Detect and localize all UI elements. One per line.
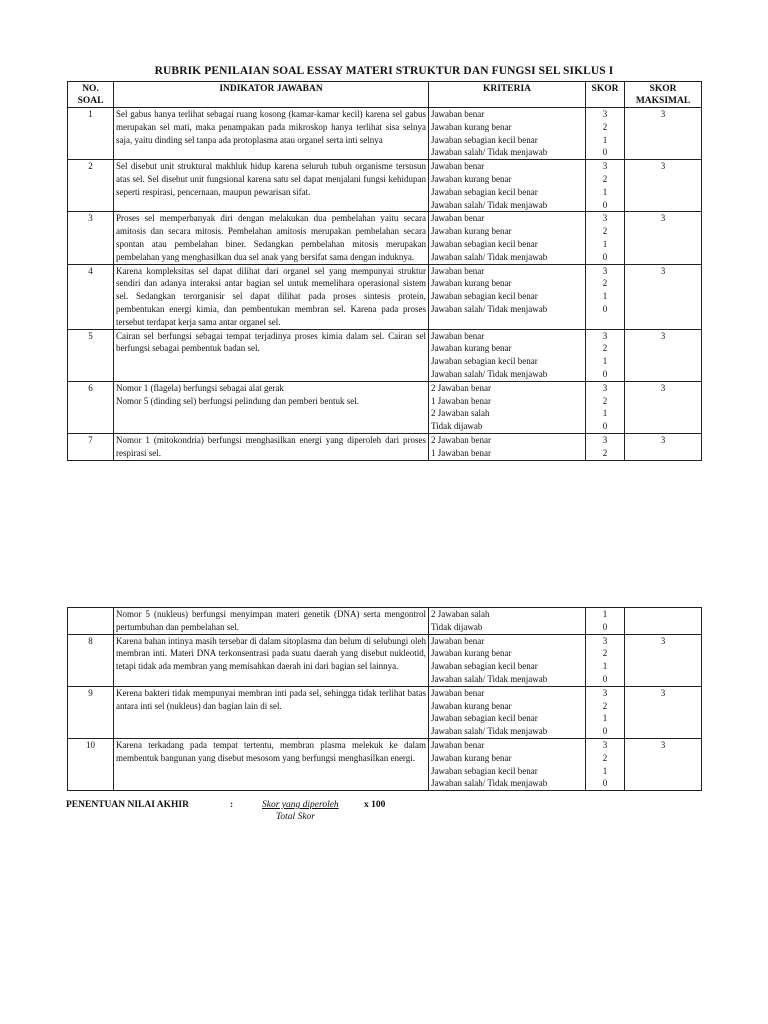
max-score: 3 [625,160,702,212]
score-value: 1 [602,291,608,302]
score-value: 0 [602,199,608,210]
question-number [68,608,114,635]
table-row [68,686,702,738]
rubric-table-part-1 [67,81,702,461]
formula-denominator: Total Skor [276,812,315,822]
criteria-item: Jawaban benar [431,213,485,224]
criteria-item: Jawaban salah/ Tidak menjawab [431,726,548,737]
question-number: 8 [68,634,114,686]
score-value: 1 [602,609,608,619]
criteria-item: Jawaban kurang benar [431,121,512,132]
criteria-list [429,264,586,329]
score-value: 3 [602,330,608,341]
score-value: 2 [602,226,608,237]
criteria-item: Jawaban sebagian kecil benar [431,291,538,302]
score-value: 3 [602,265,608,276]
criteria-item: Jawaban sebagian kecil benar [431,238,538,249]
answer-indicator [114,381,429,433]
question-number: 7 [68,433,114,460]
score-value: 2 [602,278,608,289]
score-value: 1 [602,408,608,419]
score-value: 0 [602,368,608,379]
criteria-list [429,160,586,212]
answer-indicator: Karena bahan intinya masih tersebar di dalam sitoplasma dan belum di selubungi oleh membran inti. Materi DNA terkonsentrasi pada suatu daerah yang disebut nukleotid, tetapi tidak ada membran yang memisahkan daerah ini dari bagian sel lainnya. [114,634,429,686]
criteria-item: 1 Jawaban benar [431,447,491,458]
criteria-item: Jawaban kurang benar [431,343,512,354]
question-number: 2 [68,160,114,212]
criteria-item: Jawaban kurang benar [431,700,512,711]
answer-indicator: Proses sel memperbanyak diri dengan melakukan dua pembelahan yaitu secara amitosis dan secara mitosis. Pembelahan amitosis merupakan pembelahan secara spontan atau pembelahan biner. Sedangkan pembelahan mitosis merupakan pembelahan yang menghasilkan dua sel anak yang bersifat sama dengan induknya. [114,212,429,264]
table-row [68,108,702,160]
max-score [625,608,702,635]
score-value: 0 [602,726,608,737]
score-value: 0 [602,621,608,632]
criteria-list [429,686,586,738]
criteria-item: Jawaban benar [431,330,485,341]
score-value: 1 [602,134,608,145]
answer-indicator-line: Nomor 1 (flagela) berfungsi sebagai alat gerak [116,382,284,393]
score-value: 3 [602,635,608,646]
answer-indicator: Cairan sel berfungsi sebagai tempat terjadinya proses kimia dalam sel. Cairan sel berfungsi sebagai pembentuk badan sel. [114,329,429,381]
max-score: 3 [625,264,702,329]
score-value: 2 [602,121,608,132]
answer-indicator: Karena terkadang pada tempat tertentu, membran plasma melekuk ke dalam membentuk bangunan yang disebut mesosom yang berfungsi menghasilkan energi. [114,738,429,790]
score-value: 1 [602,661,608,672]
question-number: 4 [68,264,114,329]
question-number: 9 [68,686,114,738]
table-row [68,160,702,212]
criteria-item: Jawaban sebagian kecil benar [431,134,538,145]
score-list [586,329,625,381]
score-value: 0 [602,147,608,158]
table-row [68,329,702,381]
score-value: 2 [602,173,608,184]
score-value: 1 [602,765,608,776]
score-value: 1 [602,238,608,249]
criteria-item: Jawaban sebagian kecil benar [431,713,538,724]
answer-indicator: Karena kompleksitas sel dapat dilihat dari organel sel yang mempunyai struktur sendiri dan adanya interaksi antar bagian sel untuk memelihara operasional sistem sel. Sedangkan terorganisir sel dapat dilihat pada proses sintesis protein, pembentukan energi kimia, dan pembentukan membran sel. Karena pada proses tersebut terdapat kerja sama antar organel sel. [114,264,429,329]
criteria-item: Jawaban salah/ Tidak menjawab [431,199,548,210]
criteria-list [429,212,586,264]
max-score: 3 [625,738,702,790]
answer-indicator: Kerena bakteri tidak mempunyai membran inti pada sel, sehingga tidak terlihat batas antara inti sel (nukleus) dan bagian lain di sel. [114,686,429,738]
table-row [68,738,702,790]
answer-indicator: Nomor 1 (mitokondria) berfungsi menghasilkan energi yang diperoleh dari proses respirasi sel. [114,433,429,460]
criteria-list [429,634,586,686]
table-row [68,264,702,329]
criteria-item: Jawaban salah/ Tidak menjawab [431,251,548,262]
criteria-item: Jawaban salah/ Tidak menjawab [431,673,548,684]
criteria-list [429,433,586,460]
score-value: 0 [602,421,608,432]
score-value: 1 [602,186,608,197]
criteria-item: Jawaban sebagian kecil benar [431,765,538,776]
answer-indicator: Sel gabus hanya terlihat sebagai ruang kosong (kamar-kamar kecil) karena sel gabus merupakan sel mati, maka penampakan pada mikroskop hanya terlihat sisa selnya saja, yaitu dinding sel tanpa ada protoplasma atau organel serta inti selnya [114,108,429,160]
score-list [586,738,625,790]
max-score: 3 [625,634,702,686]
question-number: 1 [68,108,114,160]
max-score: 3 [625,108,702,160]
criteria-item: Jawaban kurang benar [431,173,512,184]
criteria-item: Jawaban sebagian kecil benar [431,356,538,367]
table-row [68,381,702,433]
criteria-item: Jawaban benar [431,109,485,119]
score-value: 3 [602,109,608,119]
criteria-item: Jawaban salah/ Tidak menjawab [431,368,548,379]
criteria-item: 2 Jawaban salah [431,609,490,619]
page-title: RUBRIK PENILAIAN SOAL ESSAY MATERI STRUKTUR DAN FUNGSI SEL SIKLUS I [154,65,614,77]
score-list [586,433,625,460]
header-indikator: INDIKATOR JAWABAN [114,82,429,108]
score-value: 3 [602,687,608,698]
max-score: 3 [625,212,702,264]
score-list [586,160,625,212]
table-row [68,433,702,460]
score-list [586,264,625,329]
criteria-item: Jawaban benar [431,265,485,276]
score-list [586,686,625,738]
table-row [68,608,702,635]
score-value: 2 [602,648,608,659]
score-value: 2 [602,343,608,354]
header-skor: SKOR [586,82,625,108]
score-value: 0 [602,778,608,789]
question-number: 6 [68,381,114,433]
formula-label: PENENTUAN NILAI AKHIR [66,800,189,810]
score-value: 0 [602,673,608,684]
score-value: 2 [602,395,608,406]
score-list [586,108,625,160]
criteria-item: Jawaban kurang benar [431,648,512,659]
max-score: 3 [625,433,702,460]
criteria-item: Jawaban salah/ Tidak menjawab [431,303,548,314]
question-number: 5 [68,329,114,381]
criteria-list [429,381,586,433]
criteria-item: Jawaban sebagian kecil benar [431,186,538,197]
answer-indicator: Sel disebut unit struktural makhluk hidup karena seluruh tubuh organisme tersusun atas sel. Sel disebut unit fungsional karena satu sel dapat menjalani fungsi kehidupan seperti respirasi, pencernaan, maupun pewarisan sifat. [114,160,429,212]
criteria-item: Tidak dijawab [431,421,483,432]
score-list [586,212,625,264]
criteria-item: Jawaban salah/ Tidak menjawab [431,778,548,789]
criteria-item: Jawaban benar [431,739,485,750]
criteria-item: Jawaban benar [431,635,485,646]
criteria-item: Jawaban kurang benar [431,752,512,763]
formula-colon: : [230,800,234,810]
criteria-item: Tidak dijawab [431,621,483,632]
criteria-item: 2 Jawaban benar [431,434,491,445]
header-skor-maksimal: SKOR MAKSIMAL [625,82,702,108]
criteria-item: Jawaban benar [431,687,485,698]
table-row [68,634,702,686]
answer-indicator: Nomor 5 (nukleus) berfungsi menyimpan materi genetik (DNA) serta mengontrol pertumbuhan dan pembelahan sel. [114,608,429,635]
criteria-item: 2 Jawaban benar [431,382,491,393]
header-no-soal: NO. SOAL [68,82,114,108]
formula-numerator: Skor yang diperoleh [262,800,339,810]
score-value: 0 [602,251,608,262]
answer-indicator-line: Nomor 5 (dinding sel) berfungsi pelindung dan pemberi bentuk sel. [116,395,359,406]
criteria-list [429,329,586,381]
criteria-list [429,738,586,790]
rubric-table-part-2 [67,607,702,791]
score-value: 2 [602,752,608,763]
criteria-item: Jawaban benar [431,161,485,172]
question-number: 3 [68,212,114,264]
score-value: 3 [602,213,608,224]
criteria-item: Jawaban kurang benar [431,226,512,237]
score-value: 2 [602,700,608,711]
score-value: 2 [602,447,608,458]
criteria-item: 1 Jawaban benar [431,395,491,406]
max-score: 3 [625,329,702,381]
table-header-row [68,82,702,108]
score-value: 1 [602,356,608,367]
score-value: 3 [602,739,608,750]
criteria-item: Jawaban sebagian kecil benar [431,661,538,672]
score-value: 0 [602,303,608,314]
criteria-item: Jawaban kurang benar [431,278,512,289]
score-list [586,381,625,433]
header-kriteria: KRITERIA [429,82,586,108]
criteria-item: 2 Jawaban salah [431,408,490,419]
question-number: 10 [68,738,114,790]
score-value: 3 [602,161,608,172]
max-score: 3 [625,686,702,738]
criteria-list [429,608,586,635]
table-row [68,212,702,264]
score-list [586,608,625,635]
max-score: 3 [625,381,702,433]
score-value: 3 [602,434,608,445]
score-list [586,634,625,686]
formula-multiplier: x 100 [364,800,386,810]
score-value: 1 [602,713,608,724]
score-value: 3 [602,382,608,393]
criteria-list [429,108,586,160]
criteria-item: Jawaban salah/ Tidak menjawab [431,147,548,158]
